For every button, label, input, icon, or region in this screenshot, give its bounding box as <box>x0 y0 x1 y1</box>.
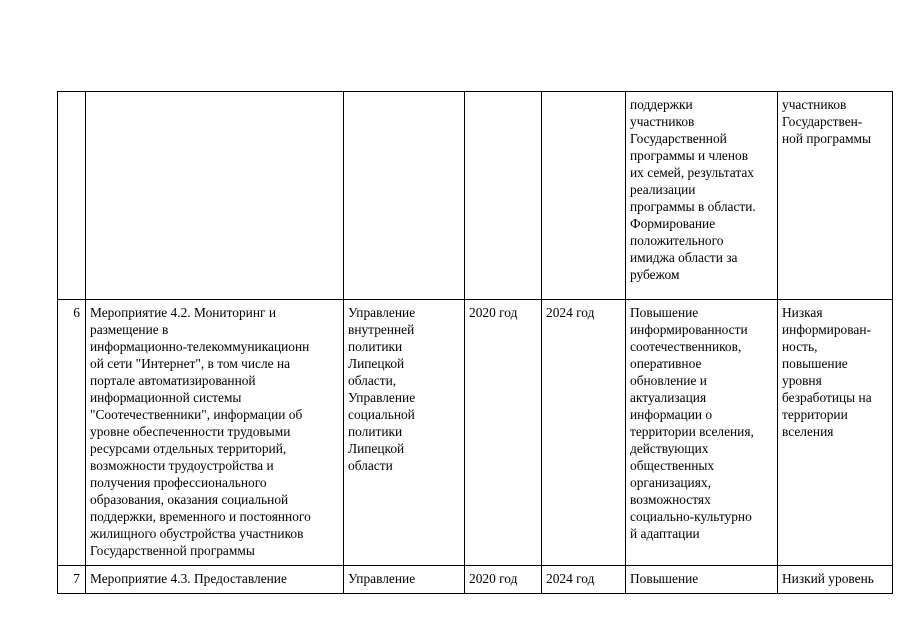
start-year-cell <box>465 92 542 300</box>
expected-result-cell: Повышение информированности соотечественников, оперативное обновление и актуализация информации о территории вселения, действующих общественных организациях, возможностях социально-культурно й адаптации <box>626 300 778 566</box>
row-number-cell: 6 <box>58 300 86 566</box>
end-year-cell: 2024 год <box>542 566 626 594</box>
executor-cell <box>344 92 465 300</box>
table-row <box>58 566 893 594</box>
event-cell: Мероприятие 4.3. Предоставление <box>86 566 344 594</box>
program-events-table <box>57 91 893 594</box>
row-number-cell <box>58 92 86 300</box>
executor-cell: Управление <box>344 566 465 594</box>
start-year-cell: 2020 год <box>465 300 542 566</box>
start-year-cell: 2020 год <box>465 566 542 594</box>
end-year-cell: 2024 год <box>542 300 626 566</box>
consequence-cell: участников Государствен- ной программы <box>778 92 893 300</box>
row-number-cell: 7 <box>58 566 86 594</box>
event-cell: Мероприятие 4.2. Мониторинг и размещение в информационно-телекоммуникационн ой сети "Интернет", в том числе на портале автоматизированной информационной системы "Соотечественники", информации об уровне обеспеченности трудовыми ресурсами отдельных территорий, возможности трудоустройства и получения профессионального образования, оказания социальной поддержки, временного и постоянного жилищного обустройства участников Государственной программы <box>86 300 344 566</box>
end-year-cell <box>542 92 626 300</box>
consequence-cell: Низкий уровень <box>778 566 893 594</box>
consequence-cell: Низкая информирован- ность, повышение уровня безработицы на территории вселения <box>778 300 893 566</box>
executor-cell: Управление внутренней политики Липецкой области, Управление социальной политики Липецкой области <box>344 300 465 566</box>
expected-result-cell: Повышение <box>626 566 778 594</box>
table-row <box>58 92 893 300</box>
expected-result-cell: поддержки участников Государственной программы и членов их семей, результатах реализации программы в области. Формирование положительного имиджа области за рубежом <box>626 92 778 300</box>
event-cell <box>86 92 344 300</box>
table-row <box>58 300 893 566</box>
